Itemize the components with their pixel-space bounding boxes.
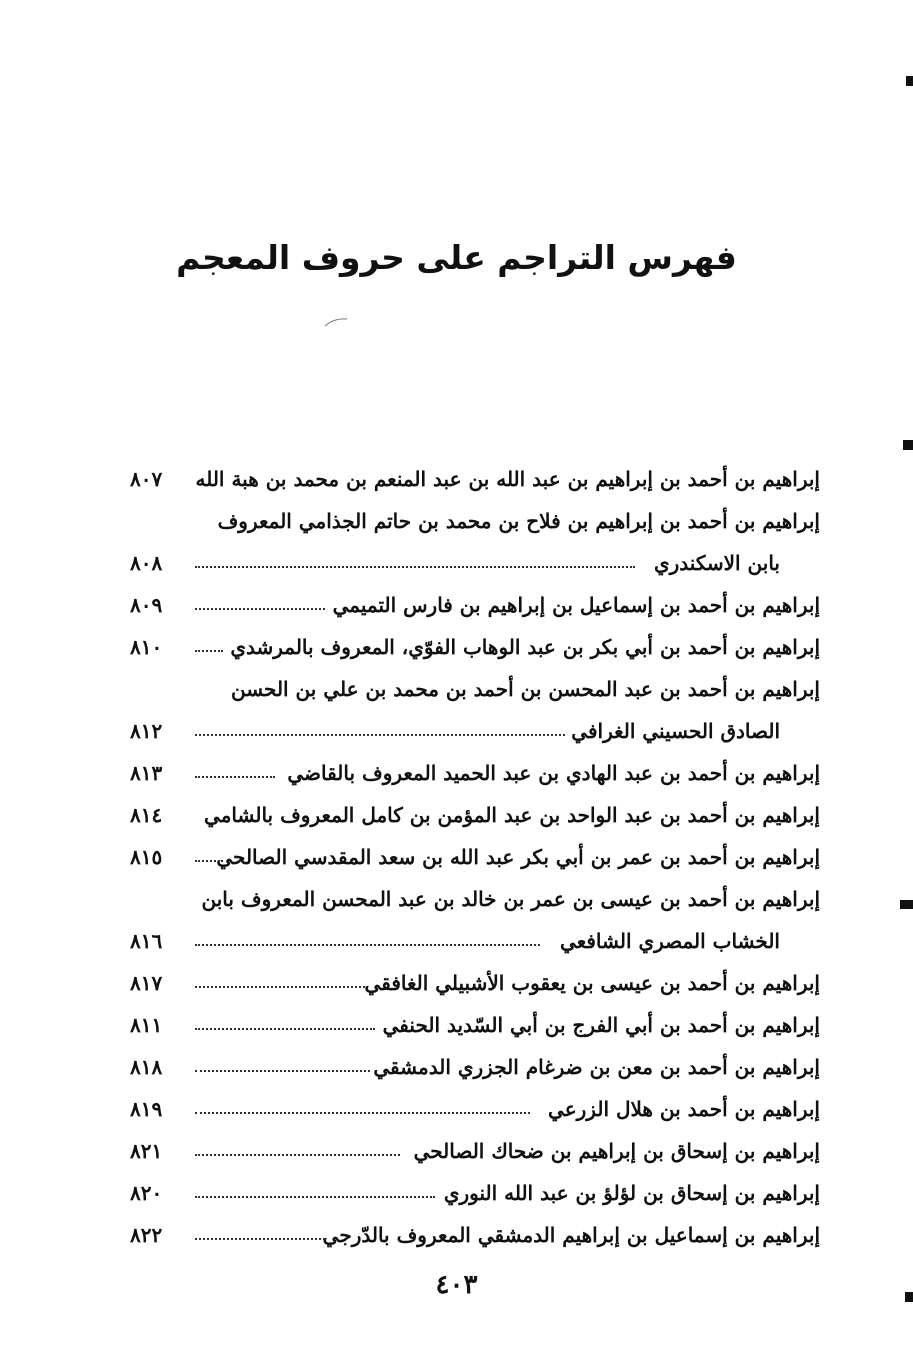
index-entry	[120, 1046, 820, 1088]
entry-name: إبراهيم بن أحمد بن إبراهيم بن عبد الله بن عبد المنعم بن محمد بن هبة الله	[195, 467, 820, 491]
entry-page-number: ٨١٢	[130, 719, 163, 743]
entry-page-number: ٨١٣	[130, 761, 163, 785]
entry-name: إبراهيم بن أحمد بن عبد المحسن بن أحمد بن محمد بن علي بن الحسن	[230, 677, 820, 701]
index-entry	[120, 794, 820, 836]
entry-page-number: ٨٠٩	[130, 593, 163, 617]
leader-dots	[195, 860, 223, 862]
entry-page-number: ٨١٨	[130, 1055, 163, 1079]
index-entry	[120, 458, 820, 500]
index-entry	[120, 668, 820, 710]
entry-page-number: ٨٠٧	[130, 467, 163, 491]
entry-page-number: ٨١٩	[130, 1097, 163, 1121]
leader-dots	[195, 1154, 400, 1156]
index-entry	[120, 962, 820, 1004]
leader-dots	[195, 734, 565, 736]
leader-dots	[195, 650, 223, 652]
scan-edge-mark	[906, 76, 913, 86]
index-entry	[120, 1130, 820, 1172]
entry-name: إبراهيم بن أحمد بن عبد الواحد بن عبد المؤمن بن كامل المعروف بالشامي	[204, 803, 820, 827]
index-entry	[120, 878, 820, 920]
scan-edge-mark	[900, 900, 913, 909]
entry-name: إبراهيم بن أحمد بن إسماعيل بن إبراهيم بن فارس التميمي	[332, 593, 820, 617]
scan-edge-mark	[903, 440, 913, 450]
entry-page-number: ٨١٤	[130, 803, 163, 827]
index-entry	[120, 584, 820, 626]
index-entry-continuation	[120, 920, 820, 962]
entry-page-number: ٨١١	[130, 1013, 163, 1037]
entry-name: إبراهيم بن إسحاق بن لؤلؤ بن عبد الله النوري	[443, 1181, 820, 1205]
entry-name: إبراهيم بن أحمد بن عمر بن أبي بكر عبد الله بن سعد المقدسي الصالحي	[216, 845, 820, 869]
entry-name: إبراهيم بن أحمد بن معن بن ضرغام الجزري الدمشقي	[373, 1055, 820, 1079]
entry-page-number: ٨٠٨	[130, 551, 163, 575]
index-entry	[120, 836, 820, 878]
entry-page-number: ٨١٦	[130, 929, 163, 953]
entry-name: إبراهيم بن إسحاق بن إبراهيم بن ضحاك الصالحي	[413, 1139, 820, 1163]
index-entry-continuation	[120, 542, 820, 584]
index-entry	[120, 1088, 820, 1130]
entry-name: الصادق الحسيني الغرافي	[571, 719, 780, 743]
entry-name: إبراهيم بن أحمد بن أبي الفرج بن أبي السّديد الحنفي	[382, 1013, 820, 1037]
entry-name: إبراهيم بن أحمد بن إبراهيم بن فلاح بن محمد بن حاتم الجذامي المعروف	[217, 509, 820, 533]
index-entry	[120, 752, 820, 794]
entry-page-number: ٨٢٢	[130, 1223, 163, 1247]
ornament-mark	[324, 316, 348, 328]
leader-dots	[195, 986, 365, 988]
entry-name: إبراهيم بن أحمد بن هلال الزرعي	[548, 1097, 820, 1121]
index-entry	[120, 1172, 820, 1214]
leader-dots	[195, 776, 275, 778]
entry-page-number: ٨١٠	[130, 635, 163, 659]
entry-name: إبراهيم بن أحمد بن أبي بكر بن عبد الوهاب الفوّي، المعروف بالمرشدي	[230, 635, 820, 659]
entry-name: بابن الاسكندري	[653, 551, 780, 575]
leader-dots	[195, 1028, 375, 1030]
entry-name: إبراهيم بن أحمد بن عبد الهادي بن عبد الحميد المعروف بالقاضي	[287, 761, 820, 785]
leader-dots	[195, 608, 325, 610]
index-entries-list	[120, 458, 820, 1256]
entry-name: الخشاب المصري الشافعي	[560, 929, 780, 953]
leader-dots	[195, 1070, 370, 1072]
entry-page-number: ٨٢١	[130, 1139, 163, 1163]
entry-name: إبراهيم بن أحمد بن عيسى بن يعقوب الأشبيلي الغافقي	[364, 971, 820, 995]
leader-dots	[195, 566, 635, 568]
index-entry-continuation	[120, 710, 820, 752]
scan-edge-mark	[905, 1292, 913, 1302]
leader-dots	[195, 944, 540, 946]
leader-dots	[195, 1196, 435, 1198]
entry-name: إبراهيم بن أحمد بن عيسى بن عمر بن خالد بن عبد المحسن المعروف بابن	[201, 887, 820, 911]
index-entry	[120, 1214, 820, 1256]
page-title: فهرس التراجم على حروف المعجم	[176, 238, 737, 277]
entry-page-number: ٨١٥	[130, 845, 163, 869]
entry-name: إبراهيم بن إسماعيل بن إبراهيم الدمشقي المعروف بالدّرجي	[322, 1223, 820, 1247]
index-entry	[120, 626, 820, 668]
leader-dots	[195, 1238, 325, 1240]
index-entry	[120, 1004, 820, 1046]
leader-dots	[195, 1112, 530, 1114]
entry-page-number: ٨١٧	[130, 971, 163, 995]
entry-page-number: ٨٢٠	[130, 1181, 163, 1205]
page-number: ٤٠٣	[435, 1270, 478, 1300]
index-entry	[120, 500, 820, 542]
